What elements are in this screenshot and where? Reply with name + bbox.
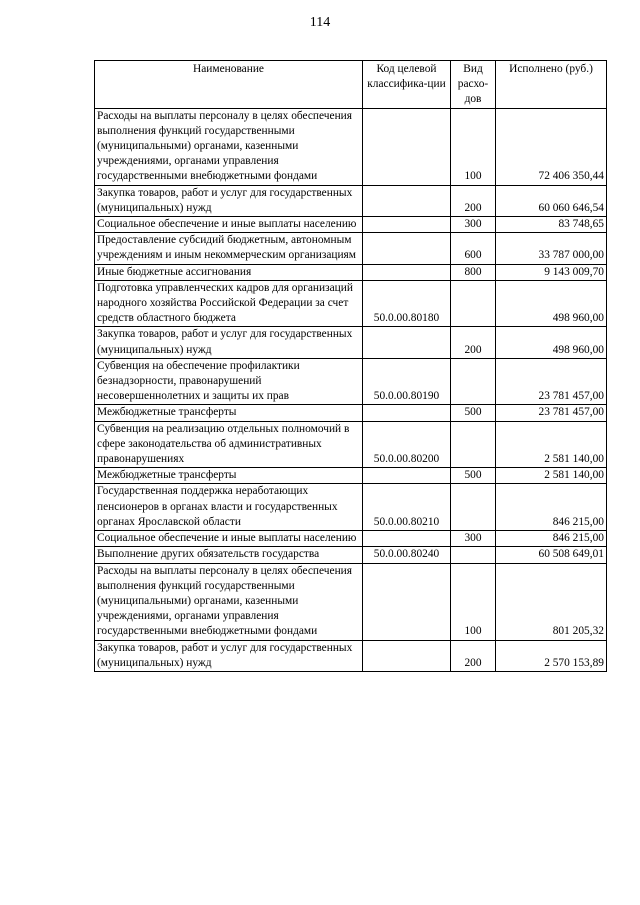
cell-type	[451, 358, 496, 405]
cell-type: 600	[451, 233, 496, 264]
table-row	[95, 547, 607, 563]
cell-amount: 23 781 457,00	[496, 358, 607, 405]
table-row	[95, 233, 607, 264]
cell-code: 50.0.00.80210	[363, 484, 451, 531]
cell-type	[451, 484, 496, 531]
table-row	[95, 421, 607, 468]
cell-type: 500	[451, 468, 496, 484]
table-row	[95, 358, 607, 405]
cell-code	[363, 563, 451, 640]
cell-name: Социальное обеспечение и иные выплаты населению	[95, 217, 363, 233]
header-name: Наименование	[95, 61, 363, 109]
cell-code: 50.0.00.80240	[363, 547, 451, 563]
cell-code	[363, 217, 451, 233]
table-body	[95, 108, 607, 671]
table-row	[95, 468, 607, 484]
table-row	[95, 185, 607, 216]
cell-name: Выполнение других обязательств государства	[95, 547, 363, 563]
cell-name: Закупка товаров, работ и услуг для государственных (муниципальных) нужд	[95, 640, 363, 671]
cell-amount: 60 060 646,54	[496, 185, 607, 216]
cell-amount: 498 960,00	[496, 327, 607, 358]
cell-code: 50.0.00.80200	[363, 421, 451, 468]
cell-code	[363, 185, 451, 216]
table-row	[95, 264, 607, 280]
cell-code	[363, 327, 451, 358]
cell-code	[363, 405, 451, 421]
cell-code	[363, 264, 451, 280]
table-row	[95, 217, 607, 233]
cell-name: Закупка товаров, работ и услуг для государственных (муниципальных) нужд	[95, 185, 363, 216]
header-type: Вид расхо-дов	[451, 61, 496, 109]
header-code: Код целевой классифика-ции	[363, 61, 451, 109]
cell-type: 200	[451, 185, 496, 216]
table-row	[95, 280, 607, 327]
cell-name: Иные бюджетные ассигнования	[95, 264, 363, 280]
cell-type	[451, 280, 496, 327]
table-row	[95, 563, 607, 640]
table-row	[95, 640, 607, 671]
page-number: 114	[309, 15, 331, 30]
header-amount: Исполнено (руб.)	[496, 61, 607, 109]
cell-name: Субвенция на обеспечение профилактики безнадзорности, правонарушений несовершеннолетних и защиты их прав	[95, 358, 363, 405]
cell-type: 200	[451, 640, 496, 671]
cell-code	[363, 468, 451, 484]
cell-amount: 846 215,00	[496, 531, 607, 547]
table-row	[95, 108, 607, 185]
cell-type: 300	[451, 531, 496, 547]
table-header-row	[95, 61, 607, 109]
cell-amount: 801 205,32	[496, 563, 607, 640]
cell-amount: 60 508 649,01	[496, 547, 607, 563]
cell-type: 500	[451, 405, 496, 421]
cell-amount: 9 143 009,70	[496, 264, 607, 280]
cell-amount: 33 787 000,00	[496, 233, 607, 264]
cell-amount: 498 960,00	[496, 280, 607, 327]
cell-amount: 846 215,00	[496, 484, 607, 531]
cell-name: Субвенция на реализацию отдельных полномочий в сфере законодательства об административных правонарушениях	[95, 421, 363, 468]
table-row	[95, 484, 607, 531]
cell-code	[363, 531, 451, 547]
cell-type	[451, 421, 496, 468]
cell-name: Расходы на выплаты персоналу в целях обеспечения выполнения функций государственными (муниципальными) органами, казенными учреждениями, органами управления государственными внебюджетными фондами	[95, 108, 363, 185]
cell-name: Государственная поддержка неработающих пенсионеров в органах власти и государственных органах Ярославской области	[95, 484, 363, 531]
cell-amount: 23 781 457,00	[496, 405, 607, 421]
table-row	[95, 327, 607, 358]
cell-type	[451, 547, 496, 563]
cell-type: 800	[451, 264, 496, 280]
cell-type: 300	[451, 217, 496, 233]
cell-code: 50.0.00.80180	[363, 280, 451, 327]
expenditure-table	[94, 60, 607, 672]
cell-amount: 83 748,65	[496, 217, 607, 233]
cell-type: 100	[451, 563, 496, 640]
cell-type: 100	[451, 108, 496, 185]
cell-name: Социальное обеспечение и иные выплаты населению	[95, 531, 363, 547]
cell-name: Подготовка управленческих кадров для организаций народного хозяйства Российской Федерации за счет средств областного бюджета	[95, 280, 363, 327]
cell-code	[363, 108, 451, 185]
cell-code: 50.0.00.80190	[363, 358, 451, 405]
cell-name: Предоставление субсидий бюджетным, автономным учреждениям и иным некоммерческим организациям	[95, 233, 363, 264]
table-row	[95, 405, 607, 421]
cell-amount: 2 581 140,00	[496, 468, 607, 484]
cell-name: Межбюджетные трансферты	[95, 405, 363, 421]
cell-name: Межбюджетные трансферты	[95, 468, 363, 484]
cell-type: 200	[451, 327, 496, 358]
table-row	[95, 531, 607, 547]
cell-amount: 2 581 140,00	[496, 421, 607, 468]
cell-code	[363, 640, 451, 671]
cell-amount: 72 406 350,44	[496, 108, 607, 185]
cell-amount: 2 570 153,89	[496, 640, 607, 671]
cell-name: Расходы на выплаты персоналу в целях обеспечения выполнения функций государственными (муниципальными) органами, казенными учреждениями, органами управления государственными внебюджетными фондами	[95, 563, 363, 640]
cell-code	[363, 233, 451, 264]
cell-name: Закупка товаров, работ и услуг для государственных (муниципальных) нужд	[95, 327, 363, 358]
